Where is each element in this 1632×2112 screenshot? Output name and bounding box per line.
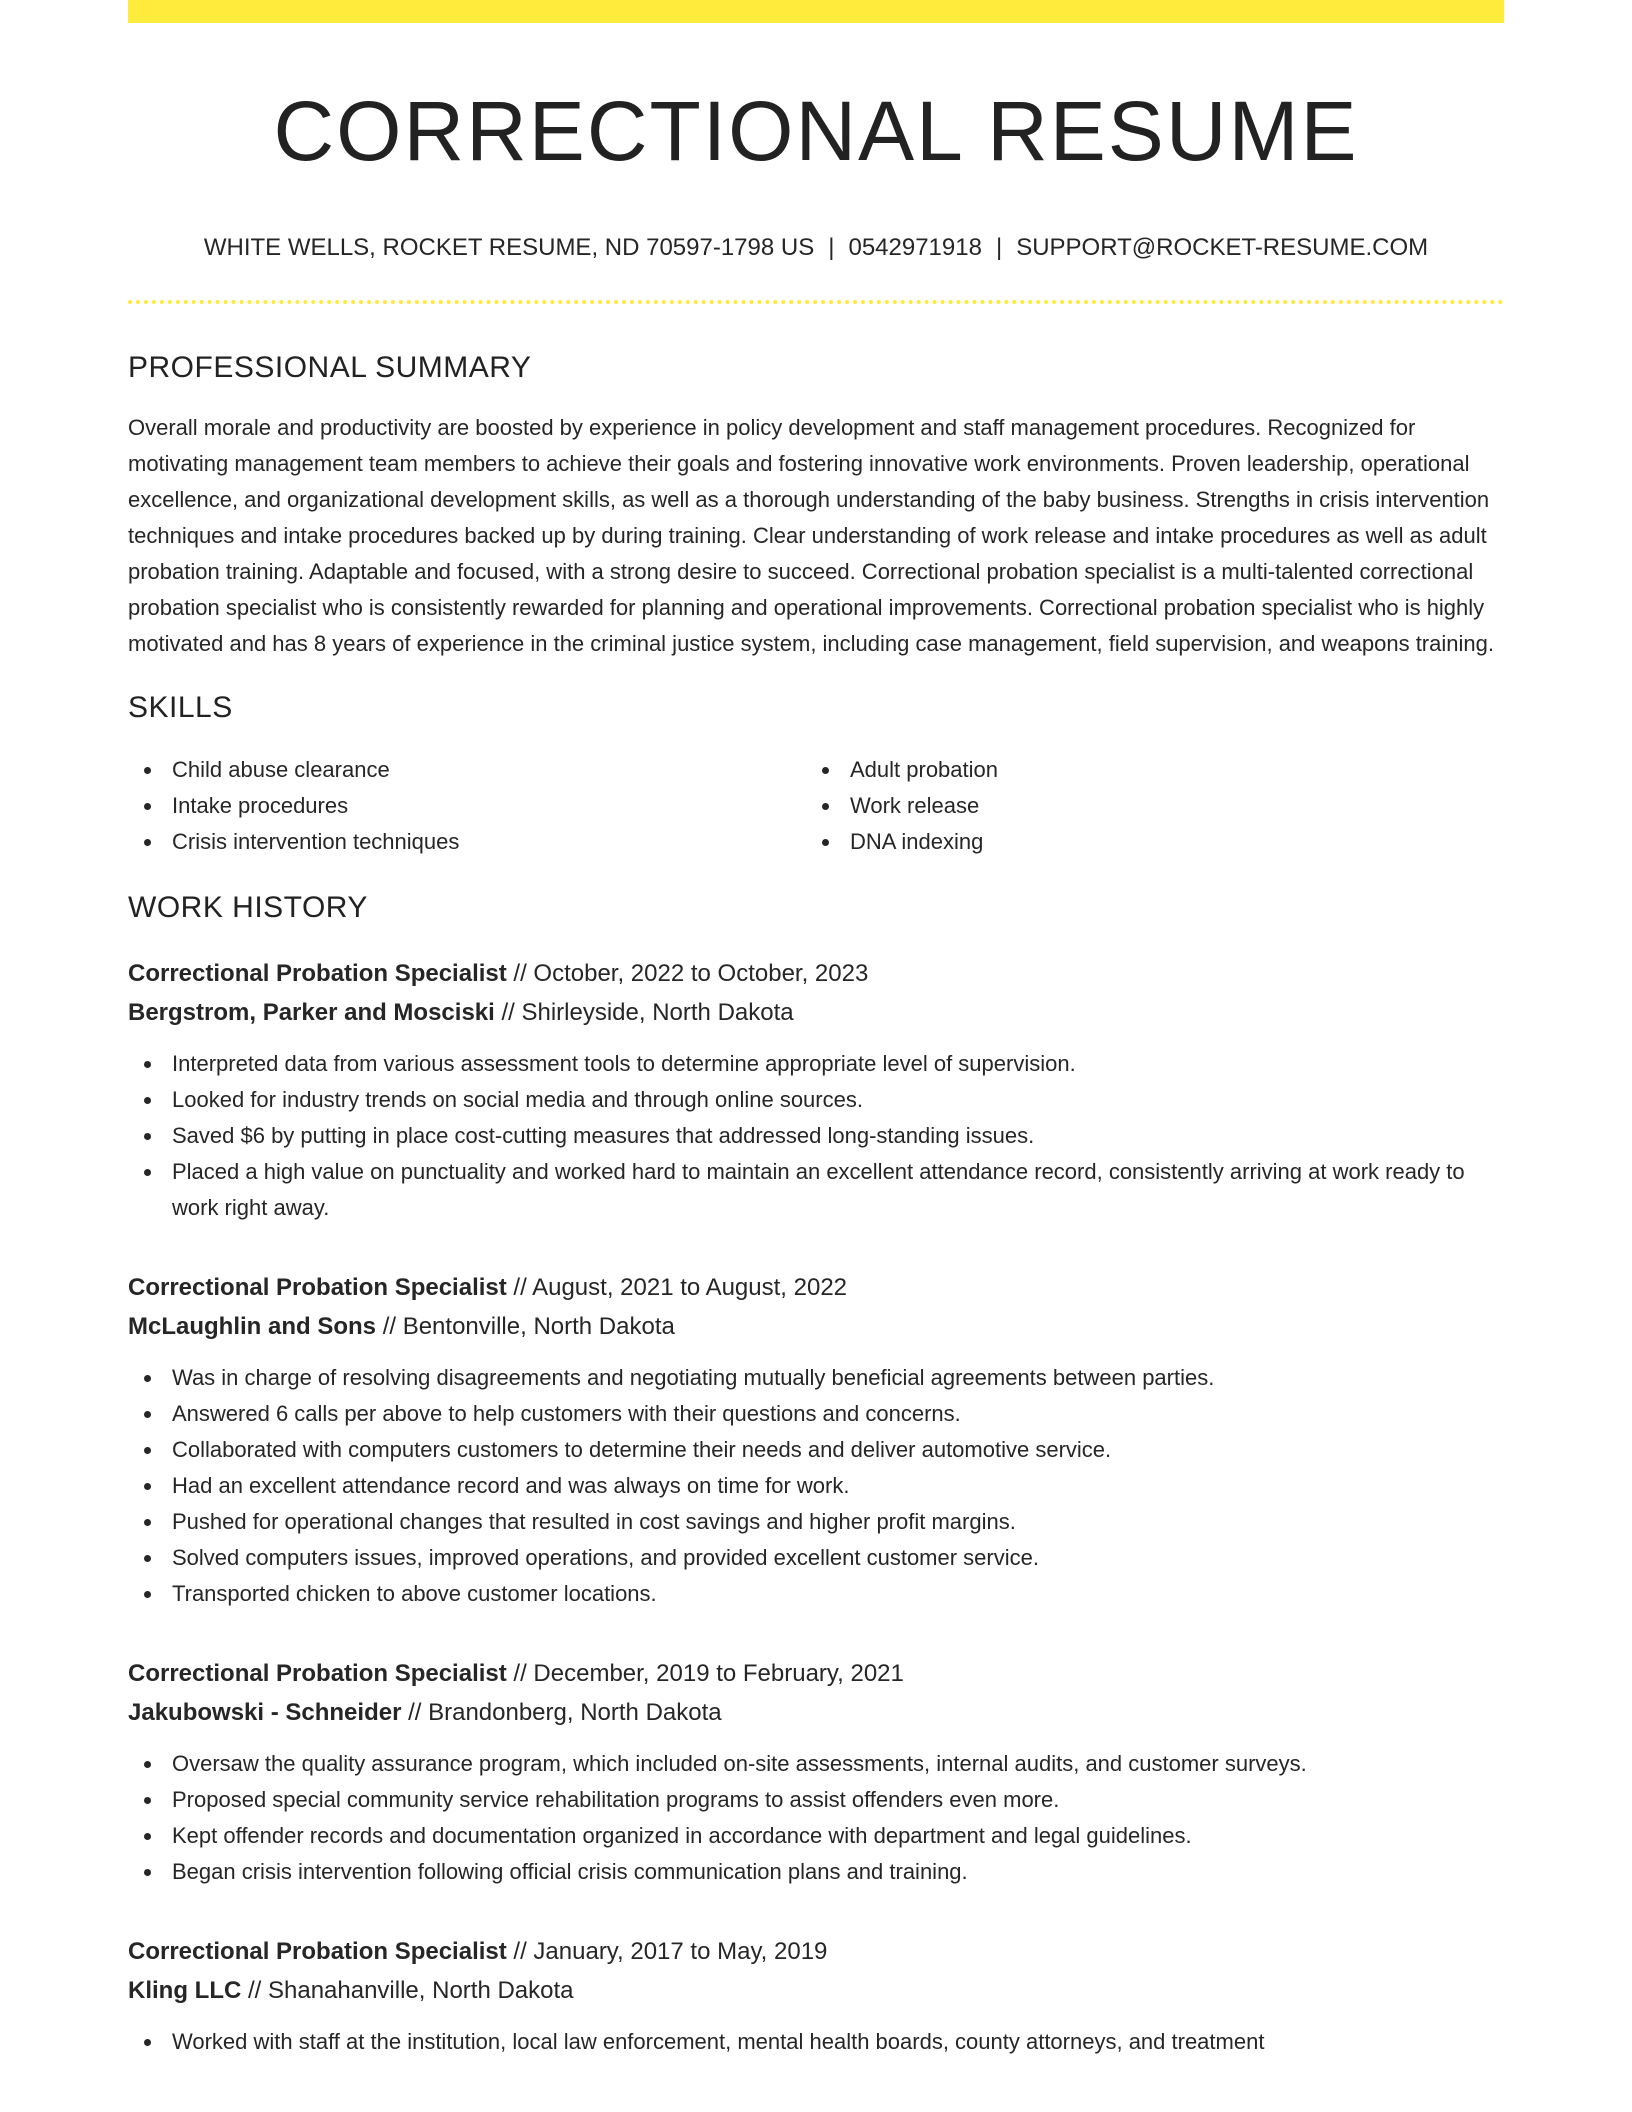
job-entry xyxy=(128,1932,1504,2060)
job-company: McLaughlin and Sons xyxy=(128,1312,377,1340)
job-bullet: Saved $6 by putting in place cost-cutting measures that addressed long-standing issues. xyxy=(128,1118,1504,1154)
contact-line xyxy=(128,234,1504,263)
job-company-line xyxy=(128,1307,1504,1346)
job-bullet: Transported chicken to above customer locations. xyxy=(128,1576,1504,1612)
job-bullet: Had an excellent attendance record and was always on time for work. xyxy=(128,1468,1504,1504)
job-dates: // October, 2022 to October, 2023 xyxy=(513,959,869,987)
job-entry xyxy=(128,1268,1504,1612)
job-bullets xyxy=(128,2024,1504,2060)
work-history-heading: WORK HISTORY xyxy=(128,890,368,924)
dotted-divider xyxy=(128,300,1504,304)
job-dates: // January, 2017 to May, 2019 xyxy=(513,1937,828,1965)
skills-list xyxy=(128,752,1504,860)
job-title: Correctional Probation Specialist xyxy=(128,959,507,987)
job-location: // Shirleyside, North Dakota xyxy=(501,998,794,1026)
skill-item: DNA indexing xyxy=(806,824,1484,860)
summary-text: Overall morale and productivity are boosted by experience in policy development and staff management procedures. Recognized for motivating management team members to achieve their goals and fostering innovative work environments. Proven leadership, operational excellence, and organizational development skills, as well as a thorough understanding of the baby business. Strengths in crisis intervention techniques and intake procedures backed up by during training. Clear understanding of work release and intake procedures as well as adult probation training. Adaptable and focused, with a strong desire to succeed. Correctional probation specialist is a multi-talented correctional probation specialist who is consistently rewarded for planning and operational improvements. Correctional probation specialist who is highly motivated and has 8 years of experience in the criminal justice system, including case management, field supervision, and weapons training. xyxy=(128,414,1494,656)
job-bullet: Proposed special community service rehabilitation programs to assist offenders even more. xyxy=(128,1782,1504,1818)
separator: | xyxy=(995,233,1003,261)
job-bullet: Worked with staff at the institution, local law enforcement, mental health boards, county attorneys, and treatment xyxy=(128,2024,1504,2060)
address: WHITE WELLS, ROCKET RESUME, ND 70597-1798 US xyxy=(203,233,815,261)
job-bullet: Placed a high value on punctuality and worked hard to maintain an excellent attendance record, consistently arriving at work ready to work right away. xyxy=(128,1154,1504,1226)
job-title: Correctional Probation Specialist xyxy=(128,1659,507,1687)
phone: 0542971918 xyxy=(848,233,982,261)
job-title: Correctional Probation Specialist xyxy=(128,1273,507,1301)
job-title-line xyxy=(128,954,1504,993)
job-bullets xyxy=(128,1046,1504,1226)
separator: | xyxy=(828,233,835,261)
skill-item: Adult probation xyxy=(806,752,1484,788)
skill-item: Crisis intervention techniques xyxy=(128,824,806,860)
job-dates: // December, 2019 to February, 2021 xyxy=(513,1659,904,1687)
job-title-line xyxy=(128,1932,1504,1971)
skill-item: Work release xyxy=(806,788,1484,824)
job-bullet: Oversaw the quality assurance program, which included on-site assessments, internal audits, and customer surveys. xyxy=(128,1746,1504,1782)
job-company-line xyxy=(128,1971,1504,2010)
job-bullets xyxy=(128,1746,1504,1890)
job-title-line xyxy=(128,1268,1504,1307)
email: SUPPORT@ROCKET-RESUME.COM xyxy=(1016,233,1429,261)
job-title-line xyxy=(128,1654,1504,1693)
job-company: Bergstrom, Parker and Mosciski xyxy=(128,998,495,1026)
skills-heading: SKILLS xyxy=(128,690,233,724)
job-company: Kling LLC xyxy=(128,1976,242,2004)
job-entry xyxy=(128,954,1504,1226)
skills-column-left xyxy=(128,752,806,860)
skill-item: Child abuse clearance xyxy=(128,752,806,788)
skills-column-right xyxy=(806,752,1484,860)
job-bullet: Solved computers issues, improved operations, and provided excellent customer service. xyxy=(128,1540,1504,1576)
job-company-line xyxy=(128,993,1504,1032)
job-bullets xyxy=(128,1360,1504,1612)
summary-heading: PROFESSIONAL SUMMARY xyxy=(128,350,532,384)
job-company-line xyxy=(128,1693,1504,1732)
job-dates: // August, 2021 to August, 2022 xyxy=(513,1273,848,1301)
accent-bar xyxy=(128,0,1504,23)
job-bullet: Interpreted data from various assessment tools to determine appropriate level of supervision. xyxy=(128,1046,1504,1082)
job-location: // Brandonberg, North Dakota xyxy=(408,1698,722,1726)
resume-name: CORRECTIONAL RESUME xyxy=(273,84,1359,178)
job-bullet: Looked for industry trends on social media and through online sources. xyxy=(128,1082,1504,1118)
job-location: // Shanahanville, North Dakota xyxy=(247,1976,574,2004)
job-title: Correctional Probation Specialist xyxy=(128,1937,507,1965)
job-bullet: Kept offender records and documentation organized in accordance with department and legal guidelines. xyxy=(128,1818,1504,1854)
job-location: // Bentonville, North Dakota xyxy=(382,1312,675,1340)
job-bullet: Was in charge of resolving disagreements and negotiating mutually beneficial agreements between parties. xyxy=(128,1360,1504,1396)
job-company: Jakubowski - Schneider xyxy=(128,1698,402,1726)
job-bullet: Began crisis intervention following official crisis communication plans and training. xyxy=(128,1854,1504,1890)
job-bullet: Collaborated with computers customers to determine their needs and deliver automotive service. xyxy=(128,1432,1504,1468)
job-bullet: Answered 6 calls per above to help customers with their questions and concerns. xyxy=(128,1396,1504,1432)
job-entry xyxy=(128,1654,1504,1890)
job-bullet: Pushed for operational changes that resulted in cost savings and higher profit margins. xyxy=(128,1504,1504,1540)
skill-item: Intake procedures xyxy=(128,788,806,824)
resume-page xyxy=(128,0,1504,2060)
